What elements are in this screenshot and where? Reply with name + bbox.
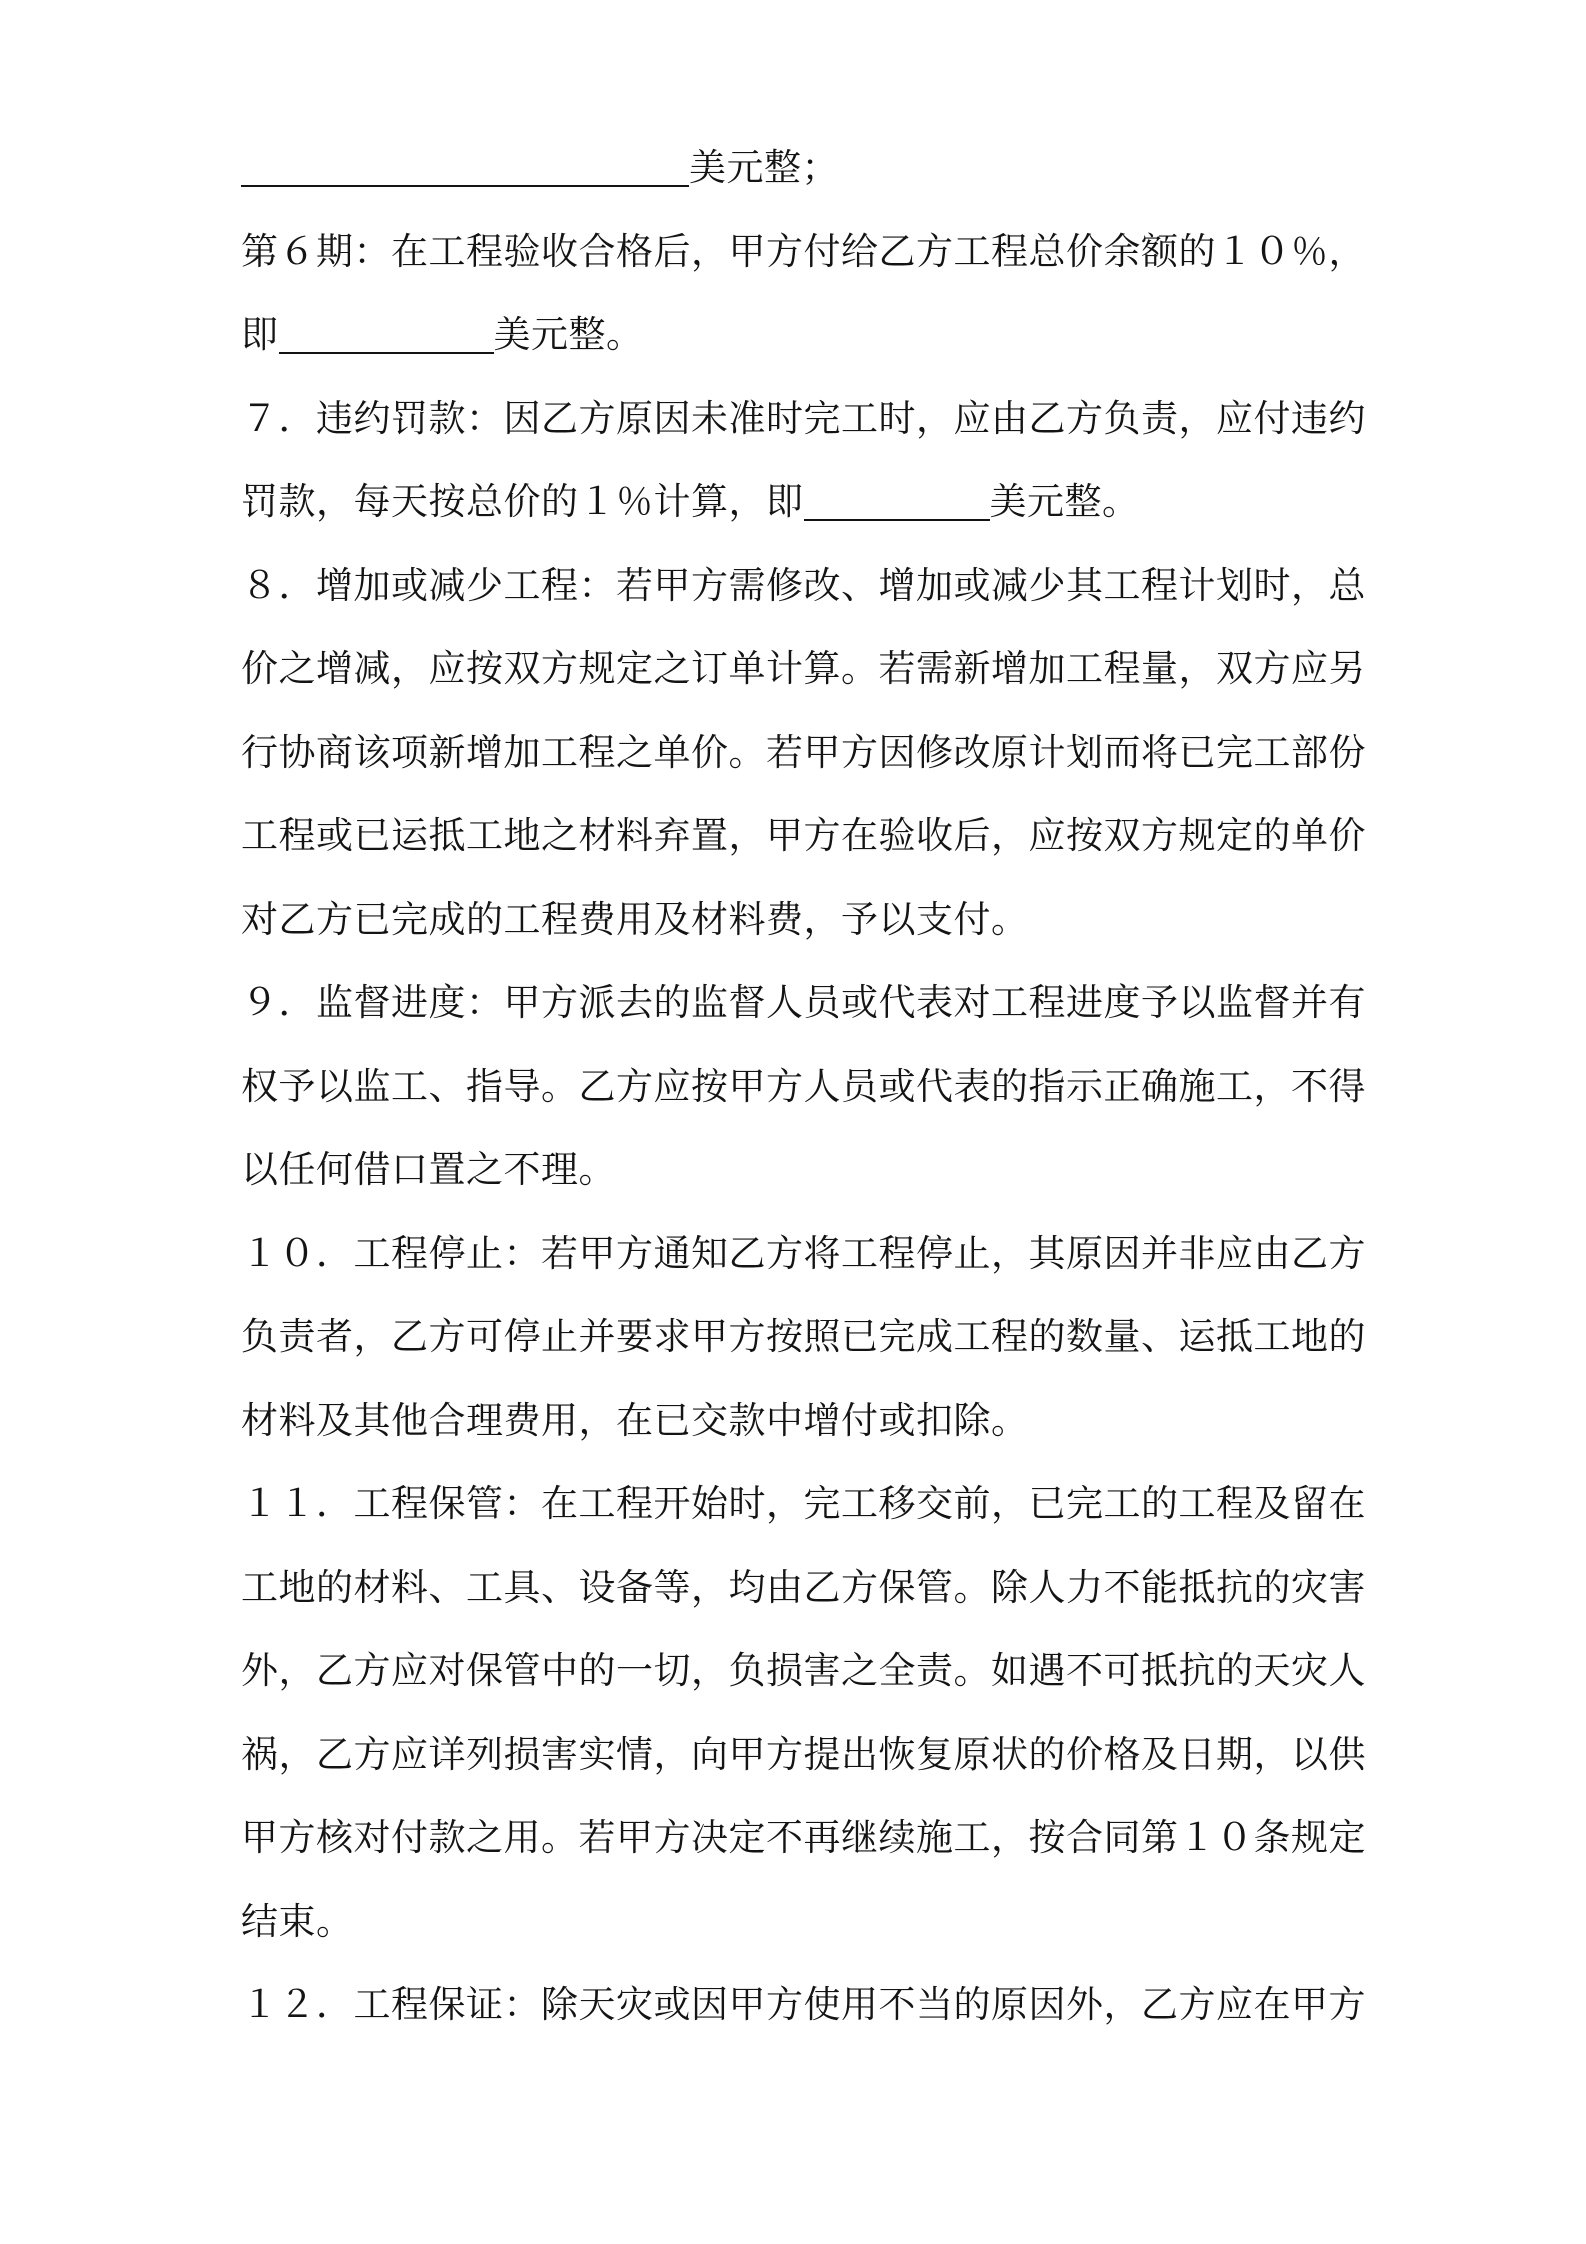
text-line	[241, 293, 1361, 377]
text-line: 祸，乙方应详列损害实情，向甲方提出恢复原状的价格及日期，以供	[241, 1732, 1366, 1776]
text-line: ７．违约罚款：因乙方原因未准时完工时，应由乙方负责，应付违约	[241, 396, 1366, 440]
text-line: １１．工程保管：在工程开始时，完工移交前，已完工的工程及留在	[241, 1482, 1366, 1525]
text-line: 甲方核对付款之用。若甲方决定不再继续施工，按合同第１０条规定	[241, 1816, 1366, 1859]
text-line: １０．工程停止：若甲方通知乙方将工程停止，其原因并非应由乙方	[241, 1231, 1366, 1275]
fill-in-blank	[279, 313, 494, 354]
text-line: 工地的材料、工具、设备等，均由乙方保管。除人力不能抵抗的灾害	[241, 1565, 1366, 1609]
text-line: ８．增加或减少工程：若甲方需修改、增加或减少其工程计划时，总	[241, 563, 1366, 607]
fill-in-blank	[241, 146, 689, 187]
text-segment: 罚款，每天按总价的１％计算，即	[241, 480, 804, 523]
text-line: １２．工程保证：除天灾或因甲方使用不当的原因外，乙方应在甲方	[241, 1983, 1366, 2026]
text-line: 权予以监工、指导。乙方应按甲方人员或代表的指示正确施工，不得	[241, 1064, 1366, 1108]
text-line: 结束。	[241, 1899, 354, 1943]
text-line: 第６期：在工程验收合格后，甲方付给乙方工程总价余额的１０％，	[241, 229, 1366, 273]
text-line: 价之增减，应按双方规定之订单计算。若需新增加工程量，双方应另	[241, 647, 1366, 690]
text-line: ９．监督进度：甲方派去的监督人员或代表对工程进度予以监督并有	[241, 981, 1366, 1024]
text-segment: 即	[241, 313, 279, 356]
text-line: 对乙方已完成的工程费用及材料费，予以支付。	[241, 897, 1029, 941]
text-segment: 美元整。	[989, 480, 1140, 523]
text-line: 外，乙方应对保管中的一切，负损害之全责。如遇不可抵抗的天灾人	[241, 1649, 1366, 1692]
text-line	[241, 126, 1361, 210]
contract-text	[241, 126, 1366, 2047]
text-segment: 美元整。	[493, 313, 644, 356]
text-line: 工程或已运抵工地之材料弃置，甲方在验收后，应按双方规定的单价	[241, 814, 1366, 857]
text-line: 负责者，乙方可停止并要求甲方按照已完成工程的数量、运抵工地的	[241, 1315, 1366, 1358]
text-line: 材料及其他合理费用，在已交款中增付或扣除。	[241, 1398, 1029, 1442]
text-segment: 美元整；	[689, 146, 839, 189]
text-line	[241, 460, 1361, 544]
text-line: 以任何借口置之不理。	[241, 1148, 616, 1191]
text-line: 行协商该项新增加工程之单价。若甲方因修改原计划而将已完工部份	[241, 730, 1366, 774]
fill-in-blank	[804, 480, 990, 521]
